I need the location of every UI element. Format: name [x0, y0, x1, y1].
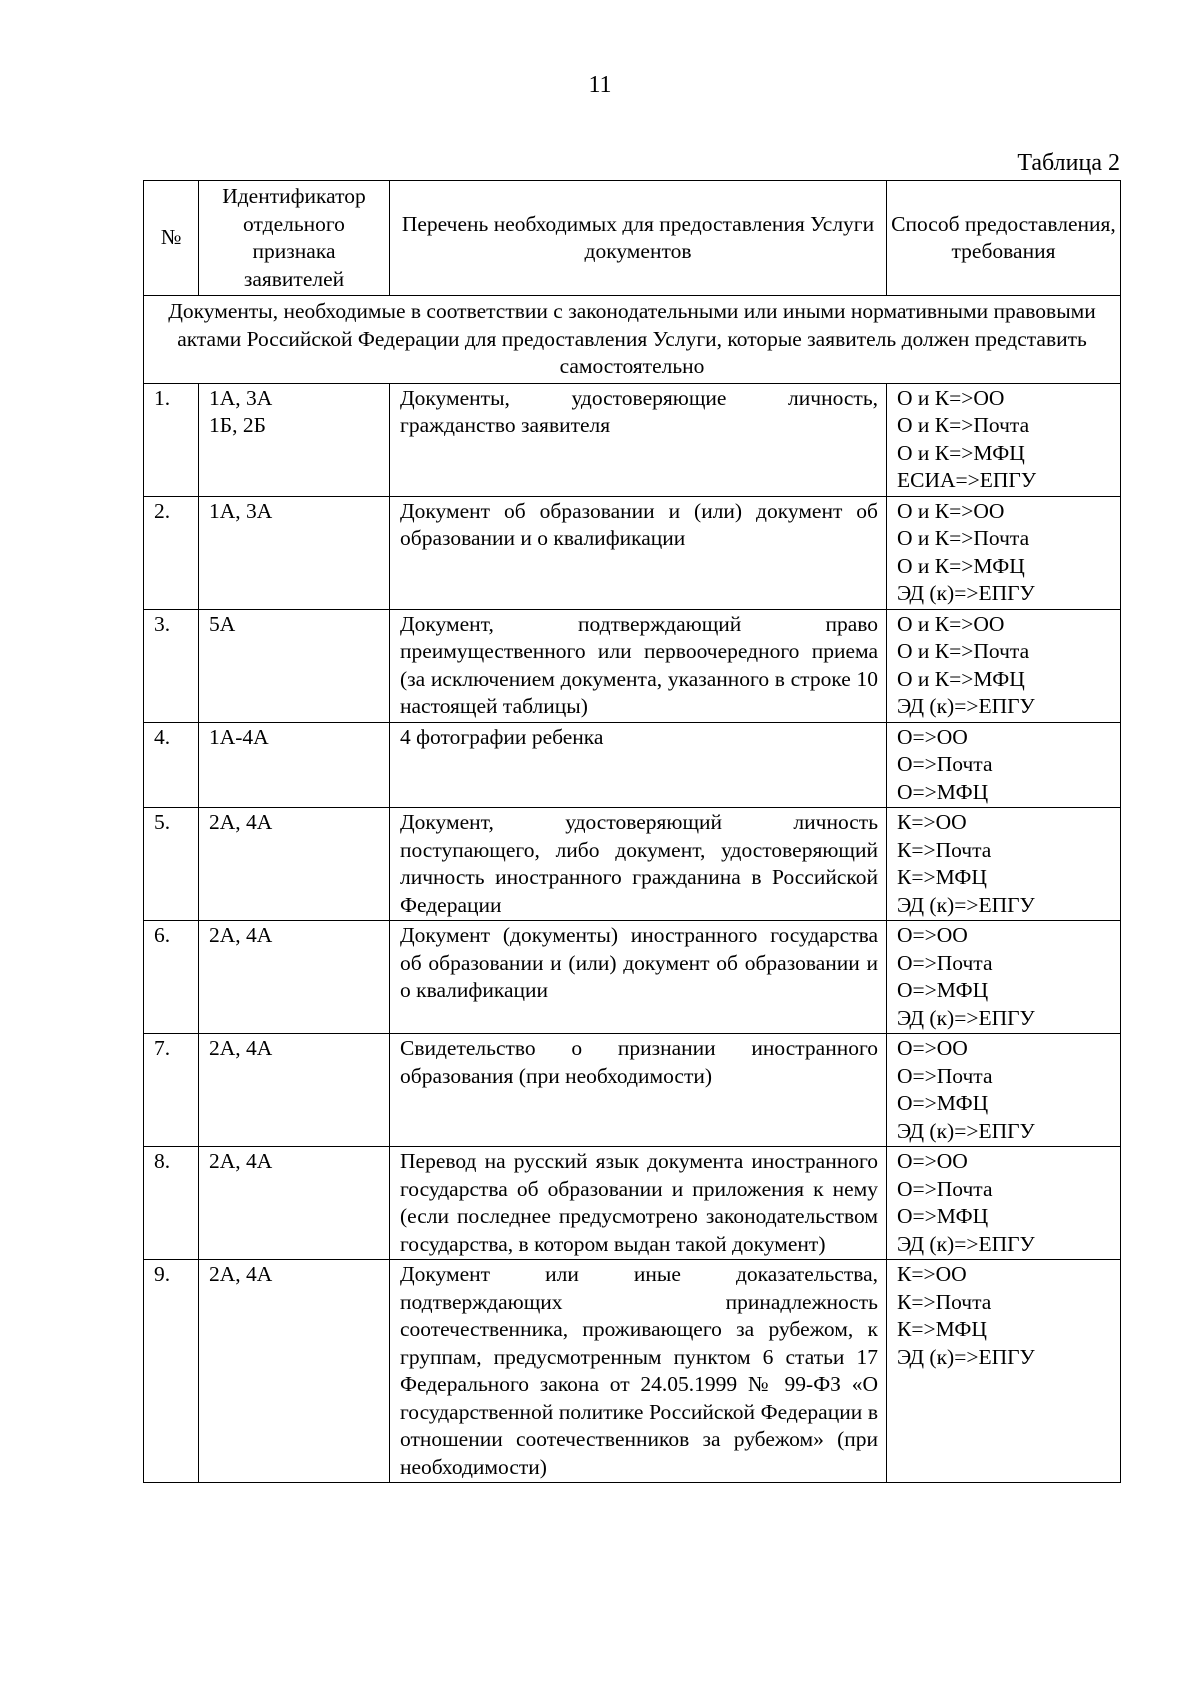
row-document: Документ, подтверждающий право преимущественного или первоочередного приема (за исключением документа, указанного в строке 10 настоящей таблицы) [390, 609, 887, 722]
row-identifiers [199, 921, 390, 1034]
row-document: Документ (документы) иностранного государства об образовании и (или) документ об образовании и о квалификации [390, 921, 887, 1034]
table-row [144, 1147, 1121, 1260]
identifier-line: 2А, 4А [209, 810, 273, 834]
row-number: 7. [144, 1034, 199, 1147]
method-line: ЕСИА=>ЕПГУ [897, 468, 1037, 492]
row-identifiers [199, 1034, 390, 1147]
row-identifiers [199, 722, 390, 808]
identifier-line: 2А, 4А [209, 1036, 273, 1060]
section-row [144, 296, 1121, 384]
table-row [144, 1034, 1121, 1147]
identifier-line: 2А, 4А [209, 1149, 273, 1173]
method-line: О=>МФЦ [897, 978, 989, 1002]
row-number: 4. [144, 722, 199, 808]
method-line: О и К=>МФЦ [897, 666, 1025, 691]
method-line: О=>МФЦ [897, 1204, 989, 1228]
method-line: О и К=>Почта [897, 413, 1030, 437]
method-line: ЭД (к)=>ЕПГУ [897, 892, 1035, 917]
method-line: ЭД (к)=>ЕПГУ [897, 581, 1035, 605]
row-methods [887, 1147, 1121, 1260]
row-methods [887, 383, 1121, 496]
row-identifiers [199, 496, 390, 609]
row-document: 4 фотографии ребенка [390, 722, 887, 808]
method-line: К=>МФЦ [897, 1317, 987, 1341]
method-line: О и К=>Почта [897, 526, 1030, 550]
table-row [144, 921, 1121, 1034]
row-identifiers [199, 383, 390, 496]
table-caption: Таблица 2 [1017, 150, 1120, 176]
table-row [144, 496, 1121, 609]
row-methods [887, 722, 1121, 808]
method-line: О и К=>ОО [897, 385, 1005, 410]
table-row [144, 609, 1121, 722]
method-line: К=>ОО [897, 810, 967, 834]
method-line: К=>МФЦ [897, 865, 987, 889]
page-number: 11 [588, 72, 612, 98]
header-documents: Перечень необходимых для предоставления Услуги документов [390, 181, 887, 296]
row-document: Документ об образовании и (или) документ об образовании и о квалификации [390, 496, 887, 609]
method-line: ЭД (к)=>ЕПГУ [897, 1005, 1035, 1030]
method-line: К=>ОО [897, 1262, 967, 1286]
row-identifiers [199, 808, 390, 921]
row-document: Документ, удостоверяющий личность поступающего, либо документ, удостоверяющий личность иностранного гражданина в Российской Федерации [390, 808, 887, 921]
identifier-line: 1А, 3А [209, 498, 273, 523]
method-line: О и К=>ОО [897, 498, 1005, 523]
method-line: ЭД (к)=>ЕПГУ [897, 1231, 1035, 1256]
row-number: 5. [144, 808, 199, 921]
identifier-line: 1А, 3А [209, 385, 273, 410]
row-number: 1. [144, 383, 199, 496]
method-line: О=>МФЦ [897, 779, 989, 804]
header-num: № [144, 181, 199, 296]
row-identifiers [199, 609, 390, 722]
row-number: 6. [144, 921, 199, 1034]
row-number: 8. [144, 1147, 199, 1260]
method-line: О=>Почта [897, 1063, 993, 1088]
section-title: Документы, необходимые в соответствии с законодательными или иными нормативными правовыми актами Российской Федерации для предоставления Услуги, которые заявитель должен представить самостоятельно [144, 296, 1121, 384]
table-row [144, 808, 1121, 921]
row-methods [887, 609, 1121, 722]
row-methods [887, 1260, 1121, 1483]
method-line: О=>Почта [897, 752, 993, 776]
method-line: О=>ОО [897, 923, 968, 947]
identifier-line: 1А-4А [209, 724, 269, 749]
method-line: О и К=>МФЦ [897, 440, 1025, 465]
identifier-line: 2А, 4А [209, 923, 273, 947]
row-number: 3. [144, 609, 199, 722]
method-line: О и К=>ОО [897, 611, 1005, 636]
method-line: О=>ОО [897, 1036, 968, 1060]
row-document: Свидетельство о признании иностранного образования (при необходимости) [390, 1034, 887, 1147]
identifier-line: 2А, 4А [209, 1262, 273, 1286]
method-line: О и К=>МФЦ [897, 553, 1025, 578]
table-header-row [144, 181, 1121, 296]
row-methods [887, 921, 1121, 1034]
method-line: О=>ОО [897, 1149, 968, 1173]
table-row [144, 1260, 1121, 1483]
identifier-line: 1Б, 2Б [209, 413, 266, 437]
row-number: 9. [144, 1260, 199, 1483]
row-document: Документы, удостоверяющие личность, гражданство заявителя [390, 383, 887, 496]
row-number: 2. [144, 496, 199, 609]
method-line: О=>Почта [897, 950, 993, 975]
row-methods [887, 808, 1121, 921]
method-line: ЭД (к)=>ЕПГУ [897, 1118, 1035, 1143]
header-identifier: Идентификатор отдельного признака заявителей [199, 181, 390, 296]
method-line: К=>Почта [897, 1289, 992, 1314]
method-line: ЭД (к)=>ЕПГУ [897, 1344, 1035, 1369]
row-document: Перевод на русский язык документа иностранного государства об образовании и приложения к нему (если последнее предусмотрено законодательством государства, в котором выдан такой документ) [390, 1147, 887, 1260]
header-method: Способ предоставления, требования [887, 181, 1121, 296]
row-methods [887, 1034, 1121, 1147]
row-methods [887, 496, 1121, 609]
method-line: О и К=>Почта [897, 639, 1030, 663]
row-identifiers [199, 1147, 390, 1260]
identifier-line: 5А [209, 611, 236, 636]
method-line: ЭД (к)=>ЕПГУ [897, 694, 1035, 718]
table-row [144, 722, 1121, 808]
table-row [144, 383, 1121, 496]
row-identifiers [199, 1260, 390, 1483]
method-line: О=>Почта [897, 1176, 993, 1201]
method-line: О=>МФЦ [897, 1091, 989, 1115]
method-line: О=>ОО [897, 724, 968, 749]
method-line: К=>Почта [897, 837, 992, 862]
row-document: Документ или иные доказательства, подтверждающих принадлежность соотечественника, проживающего за рубежом, к группам, предусмотренным пунктом 6 статьи 17 Федерального закона от 24.05.1999 № 99-ФЗ «О государственной политике Российской Федерации в отношении соотечественников за рубежом» (при необходимости) [390, 1260, 887, 1483]
documents-table [143, 180, 1121, 1483]
